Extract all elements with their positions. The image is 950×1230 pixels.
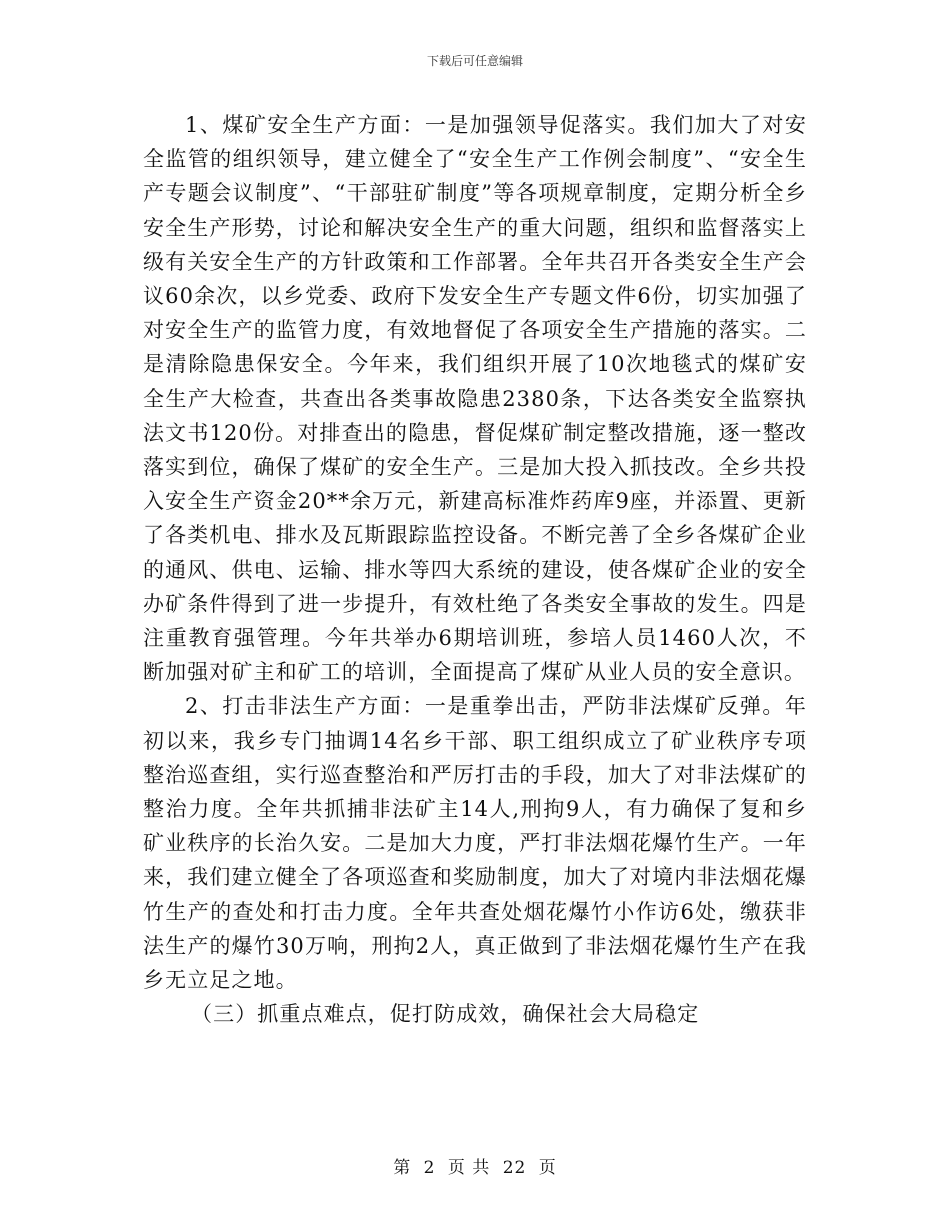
page-number-total: 22 <box>502 1158 527 1178</box>
document-body <box>143 108 807 1031</box>
page-header-note: 下载后可任意编辑 <box>426 54 523 68</box>
page-number-current: 2 <box>423 1158 436 1178</box>
page-footer <box>0 1153 950 1178</box>
paragraph-illegal-production: 2、打击非法生产方面：一是重拳出击，严防非法煤矿反弹。年初以来，我乡专门抽调14名乡干部、职工组织成立了矿业秩序专项整治巡查组，实行巡查整治和严厉打击的手段，加大了对非法煤矿的整治力度。全年共抓捕非法矿主14人,刑拘9人，有力确保了复和乡矿业秩序的长治久安。二是加大力度，严打非法烟花爆竹生产。一年来，我们建立健全了各项巡查和奖励制度，加大了对境内非法烟花爆竹生产的查处和打击力度。全年共查处烟花爆竹小作访6处，缴获非法生产的爆竹30万响，刑拘2人，真正做到了非法烟花爆竹生产在我乡无立足之地。 <box>143 694 807 993</box>
page-number-suffix: 页 <box>538 1158 557 1178</box>
section-heading: （三）抓重点难点，促打防成效，确保社会大局稳定 <box>191 1002 700 1027</box>
page-number-mid: 页 共 <box>447 1158 491 1178</box>
paragraph-coal-mine-safety: 1、煤矿安全生产方面：一是加强领导促落实。我们加大了对安全监管的组织领导，建立健全了“安全生产工作例会制度”、“安全生产专题会议制度”、“干部驻矿制度”等各项规章制度，定期分析全乡安全生产形势，讨论和解决安全生产的重大问题，组织和监督落实上级有关安全生产的方针政策和工作部署。全年共召开各类安全生产会议60余次，以乡党委、政府下发安全生产专题文件6份，切实加强了对安全生产的监管力度，有效地督促了各项安全生产措施的落实。二是清除隐患保安全。今年来，我们组织开展了10次地毯式的煤矿安全生产大检查，共查出各类事故隐患2380条，下达各类安全监察执法文书120份。对排查出的隐患，督促煤矿制定整改措施，逐一整改落实到位，确保了煤矿的安全生产。三是加大投入抓技改。全乡共投入安全生产资金20**余万元，新建高标准炸药库9座，并添置、更新了各类机电、排水及瓦斯跟踪监控设备。不断完善了全乡各煤矿企业的通风、供电、运输、排水等四大系统的建设，使各煤矿企业的安全办矿条件得到了进一步提升，有效杜绝了各类安全事故的发生。四是注重教育强管理。今年共举办6期培训班，参培人员1460人次，不断加强对矿主和矿工的培训，全面提高了煤矿从业人员的安全意识。 <box>143 113 807 685</box>
page-number-prefix: 第 <box>393 1158 412 1178</box>
